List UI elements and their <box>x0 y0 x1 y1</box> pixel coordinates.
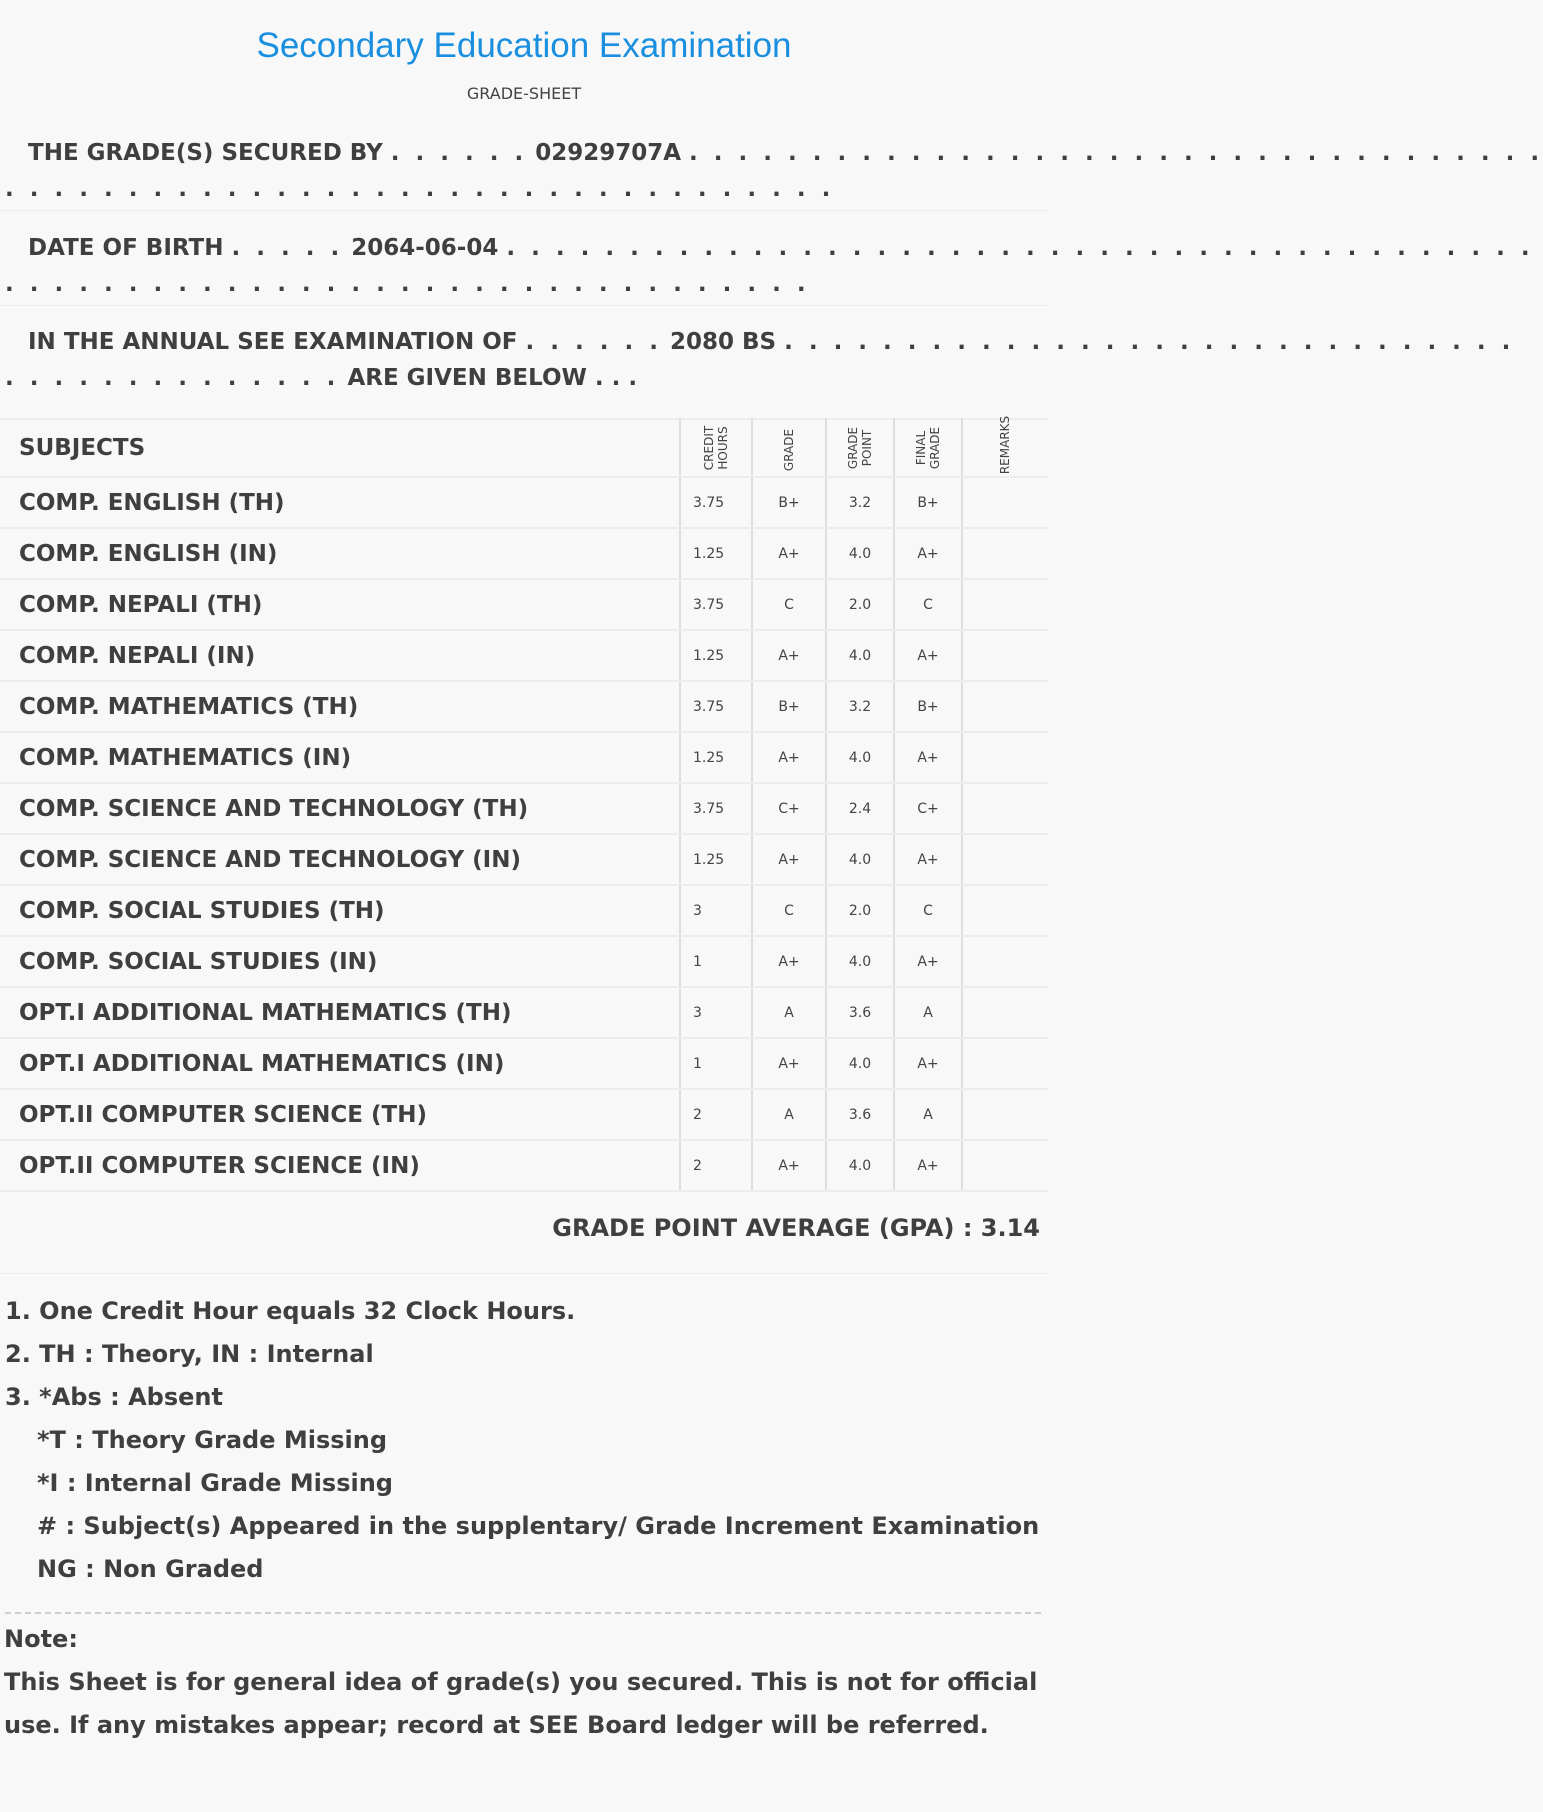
table-row <box>0 1140 1048 1191</box>
table-row <box>0 885 1048 936</box>
remarks-cell <box>962 783 1048 834</box>
grades-table <box>0 415 1048 1192</box>
table-row <box>0 1038 1048 1089</box>
credit-hours-cell: 1.25 <box>680 834 752 885</box>
remarks-cell <box>962 732 1048 783</box>
remarks-cell <box>962 528 1048 579</box>
dob-value: 2064-06-04 <box>351 235 499 261</box>
final-grade-cell: C <box>894 885 962 936</box>
final-grade-cell: A+ <box>894 630 962 681</box>
grade-cell: C <box>752 885 826 936</box>
final-grade-cell: C+ <box>894 783 962 834</box>
credit-hours-cell: 1.25 <box>680 528 752 579</box>
remarks-cell <box>962 630 1048 681</box>
final-grade-cell: C <box>894 579 962 630</box>
grade-point-cell: 4.0 <box>826 528 894 579</box>
grade-point-cell: 4.0 <box>826 834 894 885</box>
subject-cell: OPT.II COMPUTER SCIENCE (TH) <box>0 1089 680 1140</box>
grade-cell: A+ <box>752 732 826 783</box>
final-grade-cell: B+ <box>894 681 962 732</box>
grade-point-cell: 4.0 <box>826 732 894 783</box>
credit-hours-cell: 1.25 <box>680 630 752 681</box>
remarks-cell <box>962 885 1048 936</box>
credit-hours-cell: 3.75 <box>680 579 752 630</box>
credit-hours-cell: 3.75 <box>680 783 752 834</box>
symbol-number: 02929707A <box>535 140 682 166</box>
grade-point-cell: 4.0 <box>826 1038 894 1089</box>
final-grade-cell: A+ <box>894 834 962 885</box>
final-grade-cell: A+ <box>894 732 962 783</box>
exam-year: 2080 BS <box>669 329 777 355</box>
subject-cell: COMP. NEPALI (TH) <box>0 579 680 630</box>
subject-cell: COMP. ENGLISH (TH) <box>0 477 680 528</box>
dob-line: DATE OF BIRTH . . . . . 2064-06-04 . . . . . . . . . . . . . . . . . . . . . . . . . . . . . . . . . . . . . . . . . . . . . . . . . . . . . . . . . . . . . . . . . . . . . . . . . . . <box>5 235 1534 297</box>
note-label: Note: <box>4 1625 78 1653</box>
grade-cell: A+ <box>752 1038 826 1089</box>
page-subtitle: GRADE-SHEET <box>466 84 582 103</box>
grade-cell: A <box>752 1089 826 1140</box>
legend-item: 1. One Credit Hour equals 32 Clock Hours. <box>5 1297 576 1325</box>
exam-label: IN THE ANNUAL SEE EXAMINATION OF <box>28 329 518 355</box>
legend-item: 3. *Abs : Absent <box>5 1383 223 1411</box>
credit-hours-cell: 3.75 <box>680 681 752 732</box>
grade-point-cell: 2.0 <box>826 579 894 630</box>
grade-point-cell: 3.6 <box>826 1089 894 1140</box>
subject-cell: COMP. MATHEMATICS (TH) <box>0 681 680 732</box>
final-grade-cell: B+ <box>894 477 962 528</box>
grade-cell: A+ <box>752 936 826 987</box>
note-block <box>4 1618 1040 1747</box>
table-row <box>0 630 1048 681</box>
credit-hours-cell: 2 <box>680 1089 752 1140</box>
legend-list <box>5 1290 1045 1591</box>
grade-cell: C <box>752 579 826 630</box>
remarks-cell <box>962 936 1048 987</box>
header-credit-hours: CREDIT HOURS <box>680 419 752 477</box>
header-grade-point: GRADE POINT <box>826 419 894 477</box>
remarks-cell <box>962 579 1048 630</box>
secured-by-line: THE GRADE(S) SECURED BY . . . . . . 02929707A . . . . . . . . . . . . . . . . . . . . . . . . . . . . . . . . . . . . . . . . . . . . . . . . . . . . . . . . . . . . . . . . . . . . . <box>5 140 1543 202</box>
divider <box>0 1273 1048 1274</box>
credit-hours-cell: 1 <box>680 1038 752 1089</box>
legend-item: *T : Theory Grade Missing <box>37 1426 388 1454</box>
secured-by-label: THE GRADE(S) SECURED BY <box>28 140 383 166</box>
final-grade-cell: A <box>894 1089 962 1140</box>
final-grade-cell: A+ <box>894 936 962 987</box>
exam-line: IN THE ANNUAL SEE EXAMINATION OF . . . . . . 2080 BS . . . . . . . . . . . . . . . . . . . . . . . . . . . . . . . . . . . . . . . . . . . . ARE GIVEN BELOW . . . <box>5 329 1515 391</box>
subject-cell: COMP. NEPALI (IN) <box>0 630 680 681</box>
header-grade: GRADE <box>752 419 826 477</box>
table-row <box>0 579 1048 630</box>
subject-cell: OPT.II COMPUTER SCIENCE (IN) <box>0 1140 680 1191</box>
header-final-grade: FINAL GRADE <box>894 419 962 477</box>
subject-cell: COMP. MATHEMATICS (IN) <box>0 732 680 783</box>
credit-hours-cell: 3.75 <box>680 477 752 528</box>
gpa-summary <box>552 1214 1040 1242</box>
subject-cell: COMP. SOCIAL STUDIES (TH) <box>0 885 680 936</box>
table-row <box>0 834 1048 885</box>
remarks-cell <box>962 681 1048 732</box>
table-row <box>0 1089 1048 1140</box>
legend-item: # : Subject(s) Appeared in the supplentary/ Grade Increment Examination <box>37 1512 1040 1540</box>
grade-point-cell: 3.6 <box>826 987 894 1038</box>
table-row <box>0 681 1048 732</box>
divider <box>0 305 1048 306</box>
table-row <box>0 732 1048 783</box>
grade-point-cell: 2.0 <box>826 885 894 936</box>
final-grade-cell: A+ <box>894 1140 962 1191</box>
credit-hours-cell: 3 <box>680 987 752 1038</box>
table-row <box>0 783 1048 834</box>
credit-hours-cell: 1 <box>680 936 752 987</box>
page-title: Secondary Education Examination <box>256 26 792 65</box>
table-row <box>0 987 1048 1038</box>
grade-cell: B+ <box>752 477 826 528</box>
grade-point-cell: 3.2 <box>826 477 894 528</box>
gpa-value: 3.14 <box>980 1214 1040 1242</box>
gpa-label: GRADE POINT AVERAGE (GPA) : <box>552 1214 973 1242</box>
subject-cell: COMP. ENGLISH (IN) <box>0 528 680 579</box>
subject-cell: OPT.I ADDITIONAL MATHEMATICS (TH) <box>0 987 680 1038</box>
dashed-divider <box>5 1612 1041 1614</box>
remarks-cell <box>962 477 1048 528</box>
final-grade-cell: A <box>894 987 962 1038</box>
header-remarks: REMARKS <box>962 419 1048 477</box>
subject-cell: COMP. SCIENCE AND TECHNOLOGY (TH) <box>0 783 680 834</box>
credit-hours-cell: 3 <box>680 885 752 936</box>
table-header-row <box>0 419 1048 477</box>
credit-hours-cell: 2 <box>680 1140 752 1191</box>
grade-cell: A <box>752 987 826 1038</box>
grade-cell: A+ <box>752 630 826 681</box>
grade-cell: A+ <box>752 528 826 579</box>
credit-hours-cell: 1.25 <box>680 732 752 783</box>
grade-cell: A+ <box>752 1140 826 1191</box>
grade-cell: B+ <box>752 681 826 732</box>
note-text: This Sheet is for general idea of grade(s) you secured. This is not for official use. If any mistakes appear; record at SEE Board ledger will be referred. <box>4 1668 1038 1739</box>
remarks-cell <box>962 1038 1048 1089</box>
grade-point-cell: 4.0 <box>826 1140 894 1191</box>
grade-point-cell: 4.0 <box>826 936 894 987</box>
remarks-cell <box>962 834 1048 885</box>
final-grade-cell: A+ <box>894 1038 962 1089</box>
legend-item: NG : Non Graded <box>37 1555 264 1583</box>
table-row <box>0 477 1048 528</box>
grade-cell: C+ <box>752 783 826 834</box>
remarks-cell <box>962 1140 1048 1191</box>
grade-point-cell: 3.2 <box>826 681 894 732</box>
legend-item: 2. TH : Theory, IN : Internal <box>5 1340 374 1368</box>
table-row <box>0 936 1048 987</box>
table-row <box>0 528 1048 579</box>
grade-point-cell: 2.4 <box>826 783 894 834</box>
divider <box>0 210 1048 211</box>
legend-item: *I : Internal Grade Missing <box>37 1469 393 1497</box>
grade-cell: A+ <box>752 834 826 885</box>
subject-cell: COMP. SOCIAL STUDIES (IN) <box>0 936 680 987</box>
grade-point-cell: 4.0 <box>826 630 894 681</box>
dob-label: DATE OF BIRTH <box>28 235 224 261</box>
subject-cell: COMP. SCIENCE AND TECHNOLOGY (IN) <box>0 834 680 885</box>
remarks-cell <box>962 987 1048 1038</box>
remarks-cell <box>962 1089 1048 1140</box>
exam-suffix: ARE GIVEN BELOW . . . <box>347 365 638 391</box>
final-grade-cell: A+ <box>894 528 962 579</box>
header-subjects: SUBJECTS <box>0 419 680 477</box>
subject-cell: OPT.I ADDITIONAL MATHEMATICS (IN) <box>0 1038 680 1089</box>
